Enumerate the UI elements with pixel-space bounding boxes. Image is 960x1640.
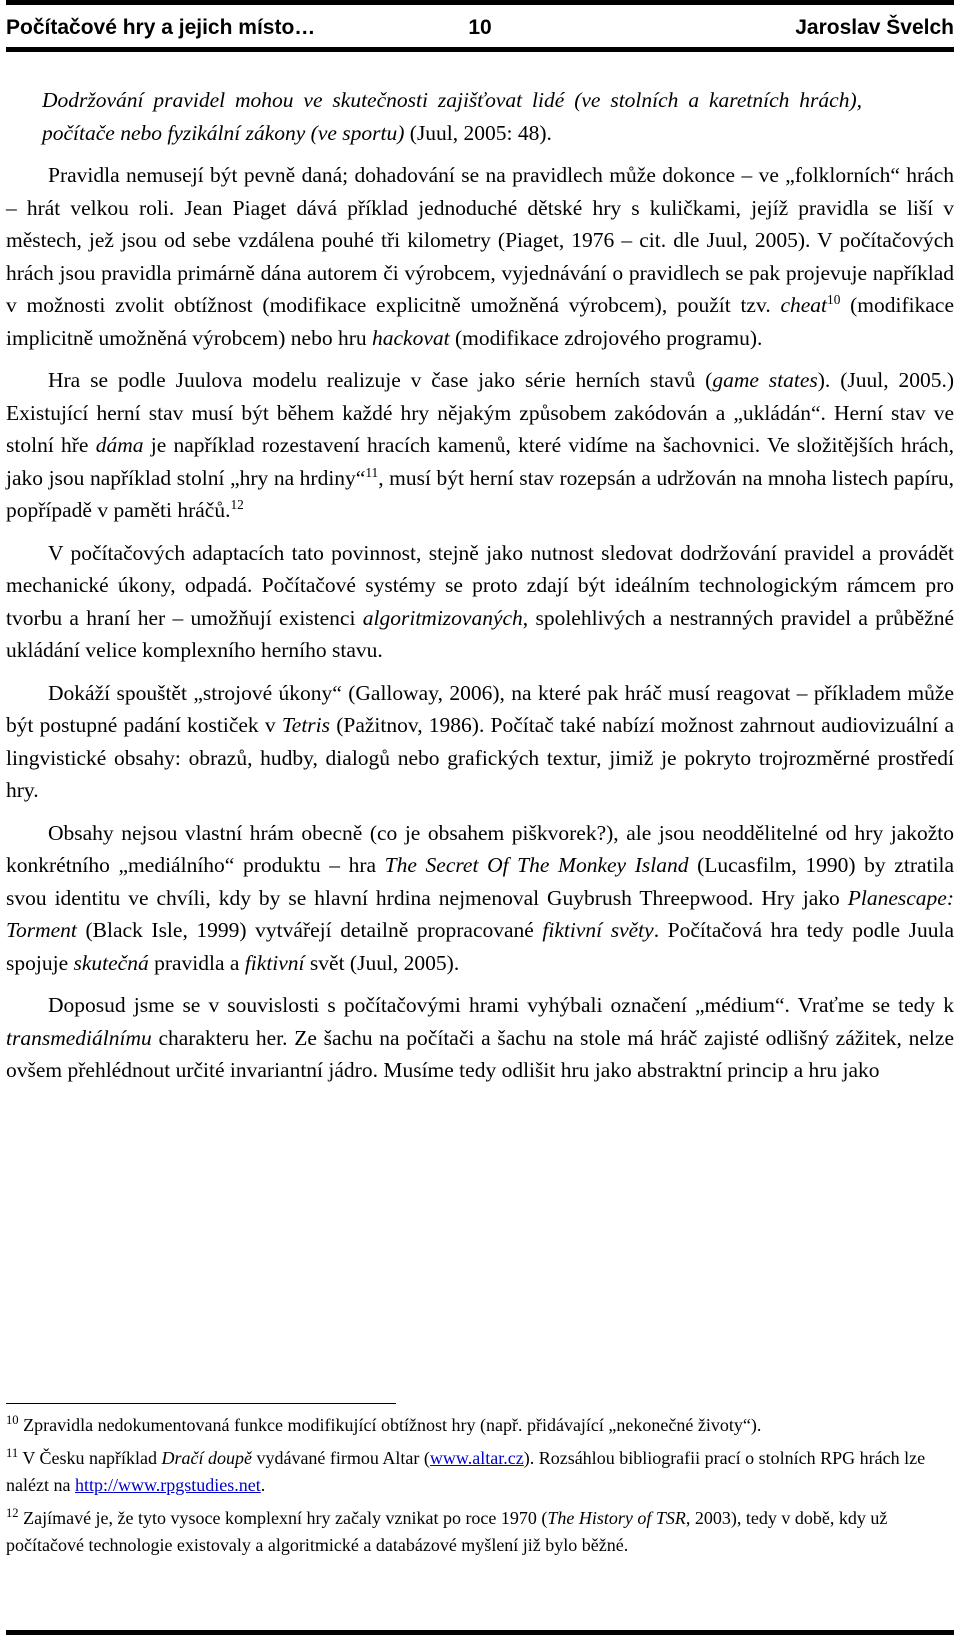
text-run: je například rozestavení hracích kamenů, které vidíme na šachovnici. Ve složitějších hrách, jako jsou například stolní „hry na hrdiny“ (6, 433, 954, 490)
paragraph-rules (6, 159, 954, 354)
emphasis: algoritmizovaných (362, 605, 523, 630)
emphasis: The History of TSR (547, 1508, 686, 1528)
header-rule-bottom (6, 47, 954, 52)
footnote-separator (6, 1403, 396, 1404)
quote-text: Dodržování pravidel mohou ve skutečnosti zajišťovat lidé (ve stolních a karetních hrách), počítače nebo fyzikální zákony (ve sportu) (42, 88, 862, 145)
footnote-12 (6, 1505, 954, 1559)
emphasis: transmediálnímu (6, 1025, 152, 1050)
text-run: , spolehlivých a nestranných pravidel a průběžné ukládání velice komplexního herního stavu. (6, 605, 954, 662)
paragraph-medium (6, 989, 954, 1087)
footnote-number: 10 (6, 1413, 19, 1427)
footer-rule (6, 1630, 954, 1635)
text-run: (Black Isle, 1999) vytvářejí detailně propracované (76, 918, 543, 942)
emphasis: game states (712, 368, 818, 392)
emphasis: fiktivní (244, 950, 305, 975)
emphasis: skutečná (73, 950, 149, 975)
running-header (6, 13, 954, 43)
body-text (6, 84, 954, 1097)
text-run: ). (Juul, 2005.) Existující herní stav musí být během každé hry nějakým způsobem zakódován a „ukládán“. Herní stav ve stolní hře (6, 368, 954, 457)
text-run: charakteru her. Ze šachu na počítači a šachu na stole má hráč zajisté odlišný zážitek, nelze ovšem přehlédnout určité invariantní jádro. Musíme tedy odlišit hru jako abstraktní princip a hru jako (6, 1025, 954, 1082)
footnotes (6, 1412, 954, 1565)
text-run: ). Rozsáhlou bibliografii prací o stolních RPG hrách lze nalézt na (6, 1448, 926, 1495)
emphasis: dáma (95, 433, 144, 457)
block-quote (6, 84, 954, 149)
running-title: Počítačové hry a jejich místo… (6, 16, 316, 39)
text-run: Zpravidla nedokumentovaná funkce modifikující obtížnost hry (např. přidávající „nekonečné životy“). (18, 1415, 762, 1435)
text-run: (Lucasfilm, 1990) by ztratila svou identitu ve chvíli, kdy by se hlavní hrdina nejmenoval Guybrush Threepwood. Hry jako (6, 853, 954, 910)
page-number: 10 (468, 16, 492, 39)
footnote-number: 12 (6, 1506, 19, 1520)
text-run: vydávané firmou Altar ( (251, 1448, 430, 1468)
text-run: V počítačových adaptacích tato povinnost, stejně jako nutnost sledovat dodržování pravidel a provádět mechanické úkony, odpadá. Počítačové systémy se proto zdají být ideálním technologickým rámcem pro tvorbu a hraní her – umožňují existenci (6, 540, 954, 630)
text-run: , musí být herní stav rozepsán a udržován na mnoha listech papíru, popřípadě v paměti hráčů. (6, 465, 954, 522)
emphasis: cheat (780, 293, 828, 317)
text-run: Pravidla nemusejí být pevně daná; dohadování se na pravidlech může dokonce – ve „folklorních“ hrách – hrát velkou roli. Jean Piaget dává příklad jednoduché dětské hry s kuličkami, jejíž pravidla se liší v městech, jež jsou od sebe vzdálena pouhé tři kilometry (Piaget, 1976 – cit. dle Juul, 2005). V počítačových hrách jsou pravidla primárně dána autorem či výrobcem, vyjednávání o pravidlech se pak projevuje například v možnosti zvolit obtížnost (modifikace explicitně umožněná výrobcem), použít tzv. (6, 163, 954, 317)
text-run: Zajímavé je, že tyto vysoce komplexní hry začaly vznikat po roce 1970 ( (18, 1508, 548, 1528)
text-run: Hra se podle Juulova modelu realizuje v čase jako série herních stavů ( (48, 368, 713, 392)
paragraph-computer-adaptations (6, 537, 954, 667)
text-run: (Pažitnov, 1986). Počítač také nabízí možnost zahrnout audiovizuální a lingvistické obsahy: obrazů, hudby, dialogů nebo grafických textur, jimiž je pokryto trojrozměrné prostředí hry. (6, 713, 954, 802)
emphasis: Dračí doupě (161, 1448, 252, 1468)
footnote-number: 11 (6, 1446, 19, 1460)
emphasis: The Secret Of The Monkey Island (384, 853, 689, 877)
emphasis: Planescape: Torment (6, 885, 954, 942)
footnote-10 (6, 1412, 954, 1439)
footnote-ref-11[interactable]: 11 (365, 464, 379, 480)
text-run: Obsahy nejsou vlastní hrám obecně (co je obsahem piškvorek?), ale jsou neoddělitelné od hry jakožto konkrétního „mediálního“ produktu – hra (6, 820, 954, 877)
footnote-11 (6, 1445, 954, 1499)
text-run: (modifikace implicitně umožněná výrobcem) nebo hru (6, 293, 954, 350)
text-run: svět (Juul, 2005). (304, 950, 460, 975)
paragraph-game-states (6, 364, 954, 527)
paragraph-contents (6, 817, 954, 980)
emphasis: hackovat (371, 325, 450, 350)
header-rule-top (6, 0, 954, 5)
text-run: V Česku například (18, 1448, 162, 1468)
altar-link[interactable]: www.altar.cz (429, 1448, 524, 1468)
text-run: Doposud jsme se v souvislosti s počítačovými hrami vyhýbali označení „médium“. Vraťme se tedy k (48, 993, 954, 1017)
text-run: Dokáží spouštět „strojové úkony“ (Galloway, 2006), na které pak hráč musí reagovat – příkladem může být postupné padání kostiček v (6, 680, 954, 737)
emphasis: fiktivní světy (542, 918, 654, 942)
quote-citation: (Juul, 2005: 48). (404, 120, 552, 145)
text-run: . (260, 1475, 266, 1495)
paragraph-machine-actions (6, 677, 954, 807)
footnote-ref-12[interactable]: 12 (230, 496, 244, 512)
emphasis: Tetris (281, 713, 331, 737)
text-run: (modifikace zdrojového programu). (449, 325, 763, 350)
rpgstudies-link[interactable]: http://www.rpgstudies.net (74, 1475, 261, 1495)
text-run: . Počítačová hra tedy podle Juula spojuje (6, 918, 955, 975)
author-name: Jaroslav Švelch (795, 16, 954, 39)
text-run: pravidla a (148, 950, 245, 975)
footnote-ref-10[interactable]: 10 (827, 291, 841, 307)
text-run: , 2003), tedy v době, kdy už počítačové technologie existovaly a algoritmické a databázové myšlení již bylo běžné. (6, 1508, 888, 1555)
